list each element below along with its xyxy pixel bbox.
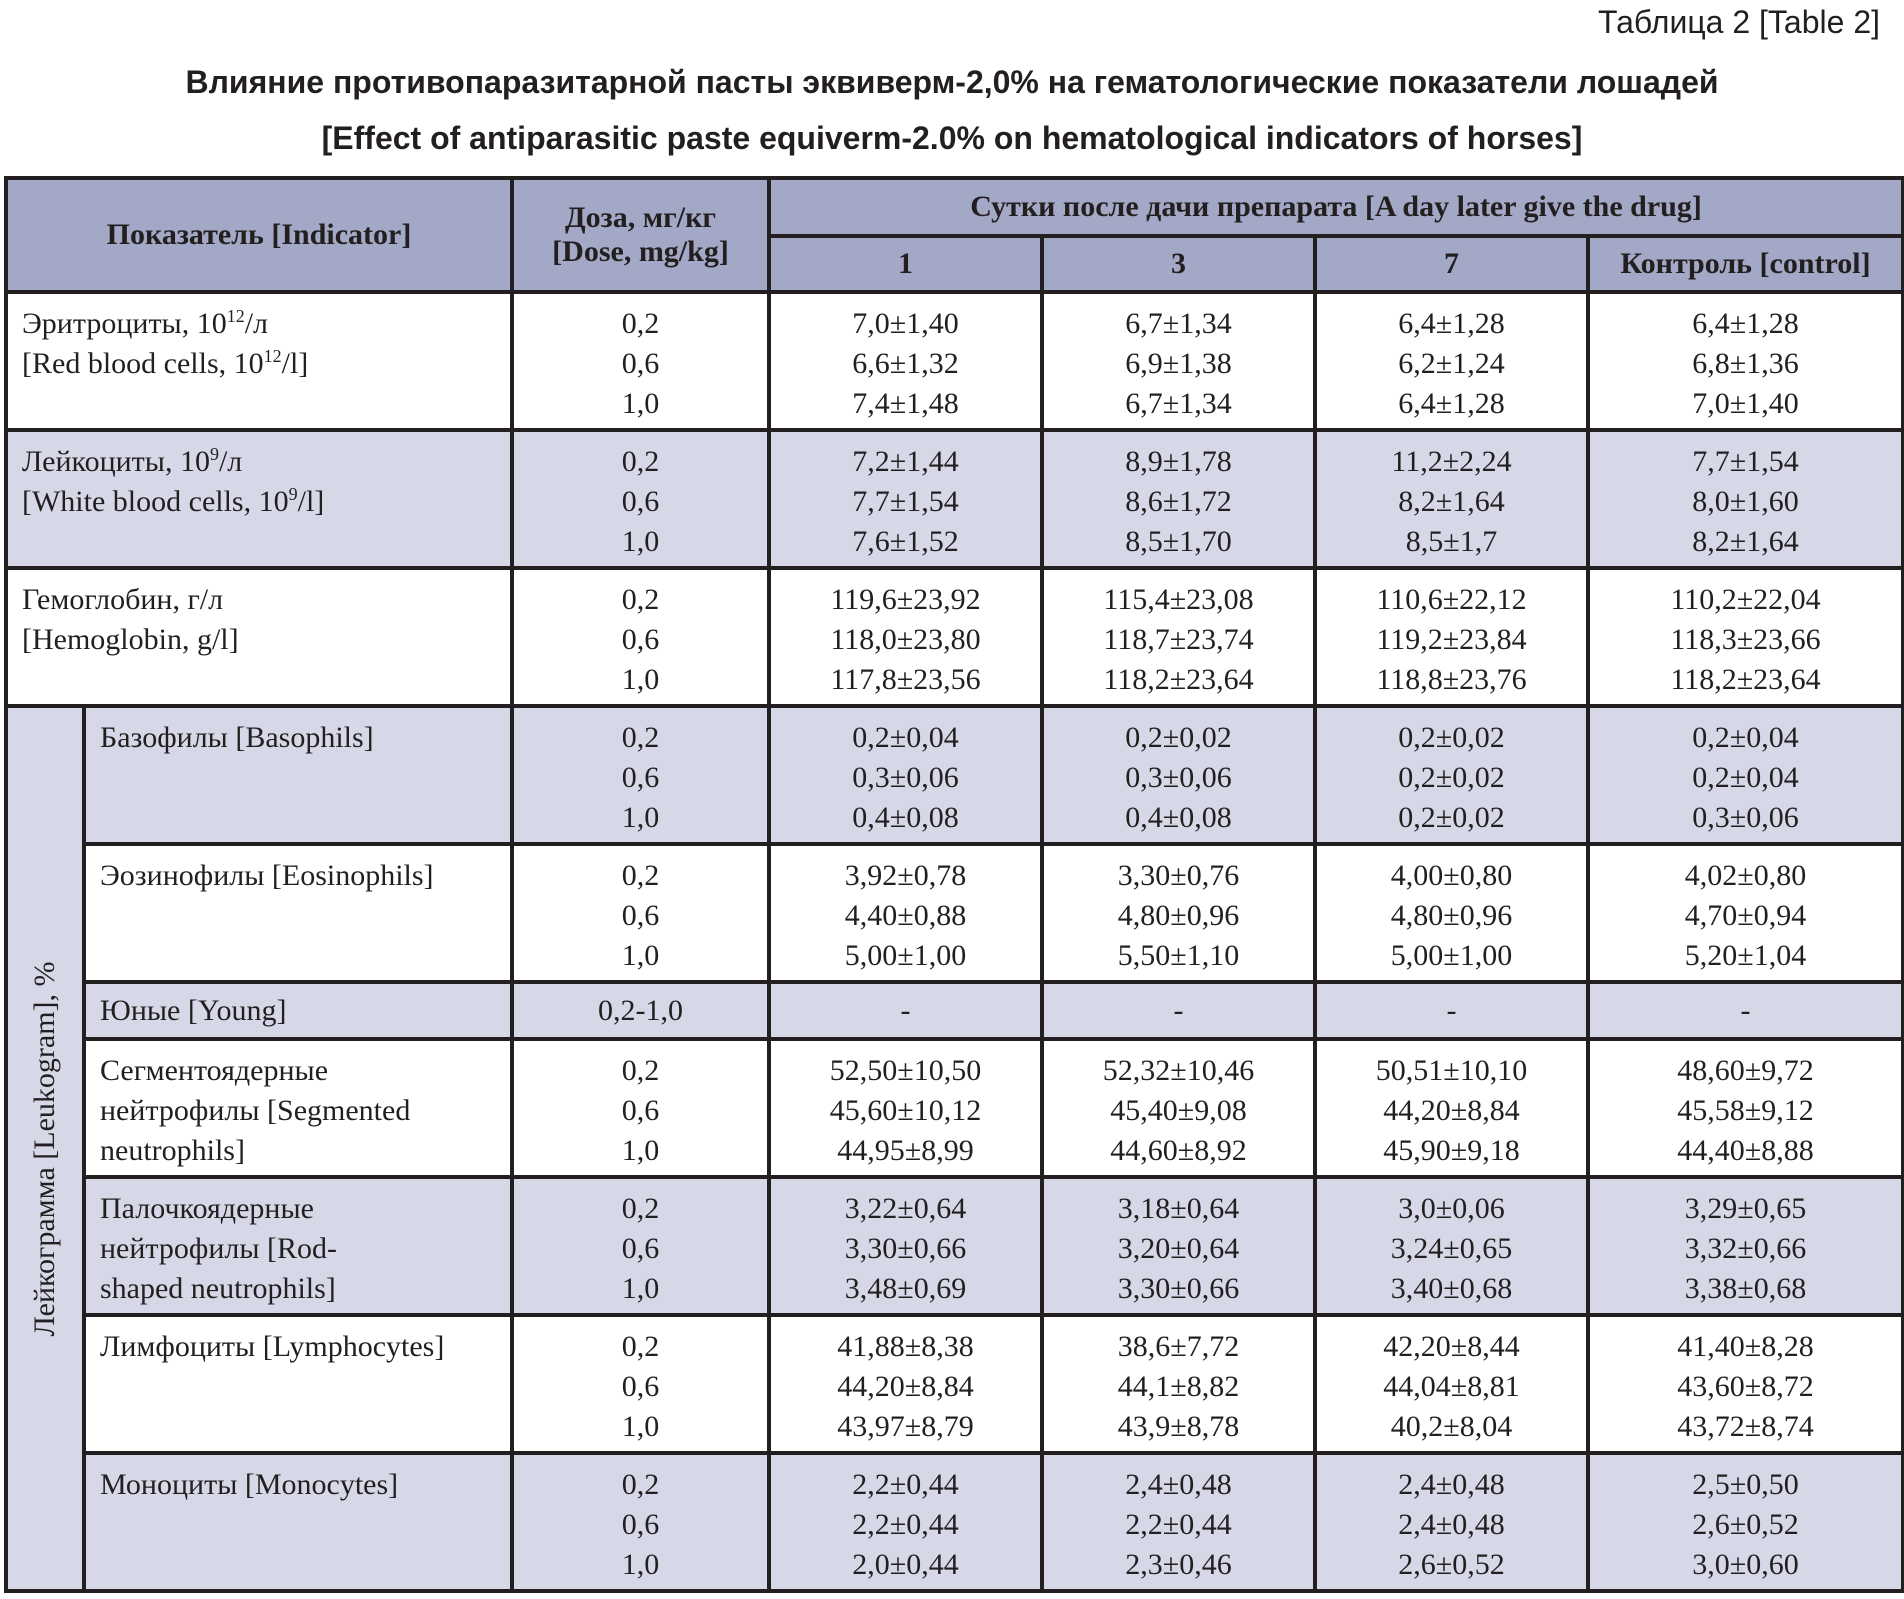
day7-cell: 50,51±10,10 44,20±8,84 45,90±9,18 bbox=[1315, 1039, 1588, 1177]
day3-cell: 2,4±0,48 2,2±0,44 2,3±0,46 bbox=[1042, 1453, 1315, 1591]
day7-cell: 42,20±8,44 44,04±8,81 40,2±8,04 bbox=[1315, 1315, 1588, 1453]
day7-cell: 2,4±0,48 2,4±0,48 2,6±0,52 bbox=[1315, 1453, 1588, 1591]
indicator-cell bbox=[84, 982, 512, 1039]
indicator-cell: Сегментоядерные нейтрофилы [Segmented neutrophils] bbox=[84, 1039, 512, 1177]
dose-cell: 0,2 0,6 1,0 bbox=[512, 844, 769, 982]
header-control: Контроль [control] bbox=[1588, 236, 1903, 292]
day7-cell: 3,0±0,06 3,24±0,65 3,40±0,68 bbox=[1315, 1177, 1588, 1315]
indicator-cell bbox=[6, 568, 512, 706]
header-day-3: 3 bbox=[1042, 236, 1315, 292]
day7-cell: 0,2±0,02 0,2±0,02 0,2±0,02 bbox=[1315, 706, 1588, 844]
dose-cell: 0,2 0,6 1,0 bbox=[512, 292, 769, 430]
caption-russian: Влияние противопаразитарной пасты эквиверм-2,0% на гематологические показатели лошадей bbox=[185, 64, 1719, 100]
leukogram-group-label bbox=[6, 706, 84, 1591]
control-cell: 3,29±0,65 3,32±0,66 3,38±0,68 bbox=[1588, 1177, 1903, 1315]
control-cell: 41,40±8,28 43,60±8,72 43,72±8,74 bbox=[1588, 1315, 1903, 1453]
indicator-cell: Палочкоядерные нейтрофилы [Rod- shaped neutrophils] bbox=[84, 1177, 512, 1315]
day1-cell: 0,2±0,04 0,3±0,06 0,4±0,08 bbox=[769, 706, 1042, 844]
table-row-young bbox=[6, 982, 1903, 1039]
control-cell: 48,60±9,72 45,58±9,12 44,40±8,88 bbox=[1588, 1039, 1903, 1177]
dose-cell: 0,2 0,6 1,0 bbox=[512, 1177, 769, 1315]
dose-cell: 0,2 0,6 1,0 bbox=[512, 706, 769, 844]
day3-cell: 0,2±0,02 0,3±0,06 0,4±0,08 bbox=[1042, 706, 1315, 844]
indicator-cell bbox=[84, 706, 512, 844]
indicator-label-ru: Гемоглобин, г/л bbox=[22, 583, 224, 616]
header-day-1: 1 bbox=[769, 236, 1042, 292]
table-row-basophils bbox=[6, 706, 1903, 844]
control-cell: 110,2±22,04 118,3±23,66 118,2±23,64 bbox=[1588, 568, 1903, 706]
day1-cell: 52,50±10,50 45,60±10,12 44,95±8,99 bbox=[769, 1039, 1042, 1177]
day7-cell: 6,4±1,28 6,2±1,24 6,4±1,28 bbox=[1315, 292, 1588, 430]
dose-cell: 0,2-1,0 bbox=[512, 982, 769, 1039]
table-row-segmented-neutrophils bbox=[6, 1039, 1903, 1177]
header-dose-ru: Доза, мг/кг bbox=[565, 201, 716, 234]
header-days-group: Сутки после дачи препарата [A day later give the drug] bbox=[769, 178, 1903, 236]
header-indicator: Показатель [Indicator] bbox=[6, 178, 512, 292]
control-cell: - bbox=[1588, 982, 1903, 1039]
day7-cell: 11,2±2,24 8,2±1,64 8,5±1,7 bbox=[1315, 430, 1588, 568]
day3-cell: - bbox=[1042, 982, 1315, 1039]
day3-cell: 115,4±23,08 118,7±23,74 118,2±23,64 bbox=[1042, 568, 1315, 706]
control-cell: 2,5±0,50 2,6±0,52 3,0±0,60 bbox=[1588, 1453, 1903, 1591]
day3-cell: 38,6±7,72 44,1±8,82 43,9±8,78 bbox=[1042, 1315, 1315, 1453]
control-cell: 0,2±0,04 0,2±0,04 0,3±0,06 bbox=[1588, 706, 1903, 844]
day7-cell: 110,6±22,12 119,2±23,84 118,8±23,76 bbox=[1315, 568, 1588, 706]
dose-cell: 0,2 0,6 1,0 bbox=[512, 1315, 769, 1453]
indicator-label: Лимфоциты [Lymphocytes] bbox=[100, 1330, 445, 1363]
table-row-hemoglobin bbox=[6, 568, 1903, 706]
day3-cell: 3,30±0,76 4,80±0,96 5,50±1,10 bbox=[1042, 844, 1315, 982]
control-cell: 4,02±0,80 4,70±0,94 5,20±1,04 bbox=[1588, 844, 1903, 982]
control-cell: 7,7±1,54 8,0±1,60 8,2±1,64 bbox=[1588, 430, 1903, 568]
dose-cell: 0,2 0,6 1,0 bbox=[512, 1453, 769, 1591]
control-cell: 6,4±1,28 6,8±1,36 7,0±1,40 bbox=[1588, 292, 1903, 430]
day1-cell: 2,2±0,44 2,2±0,44 2,0±0,44 bbox=[769, 1453, 1042, 1591]
day3-cell: 52,32±10,46 45,40±9,08 44,60±8,92 bbox=[1042, 1039, 1315, 1177]
day7-cell: 4,00±0,80 4,80±0,96 5,00±1,00 bbox=[1315, 844, 1588, 982]
indicator-label: Базофилы [Basophils] bbox=[100, 721, 374, 754]
indicator-label-en: [Hemoglobin, g/l] bbox=[22, 623, 239, 656]
header-dose bbox=[512, 178, 769, 292]
day3-cell: 6,7±1,34 6,9±1,38 6,7±1,34 bbox=[1042, 292, 1315, 430]
indicator-cell bbox=[84, 1453, 512, 1591]
caption-english: [Effect of antiparasitic paste equiverm-2.0% on hematological indicators of horses] bbox=[321, 120, 1583, 156]
day1-cell: - bbox=[769, 982, 1042, 1039]
indicator-cell bbox=[84, 1315, 512, 1453]
table-row-rod-neutrophils bbox=[6, 1177, 1903, 1315]
dose-cell: 0,2 0,6 1,0 bbox=[512, 430, 769, 568]
day1-cell: 3,22±0,64 3,30±0,66 3,48±0,69 bbox=[769, 1177, 1042, 1315]
day1-cell: 3,92±0,78 4,40±0,88 5,00±1,00 bbox=[769, 844, 1042, 982]
hematology-table bbox=[4, 176, 1904, 1593]
dose-cell: 0,2 0,6 1,0 bbox=[512, 568, 769, 706]
day3-cell: 3,18±0,64 3,20±0,64 3,30±0,66 bbox=[1042, 1177, 1315, 1315]
header-day-7: 7 bbox=[1315, 236, 1588, 292]
indicator-label-ru: Эритроциты, $10^{12}/л$ bbox=[22, 306, 269, 340]
day3-cell: 8,9±1,78 8,6±1,72 8,5±1,70 bbox=[1042, 430, 1315, 568]
table-number-label: Таблица 2 [Table 2] bbox=[1597, 4, 1880, 40]
day1-cell: 119,6±23,92 118,0±23,80 117,8±23,56 bbox=[769, 568, 1042, 706]
leukogram-vertical-text: Лейкограмма [Leukogram], % bbox=[28, 960, 61, 1337]
table-row-lymphocytes bbox=[6, 1315, 1903, 1453]
day1-cell: 7,0±1,40 6,6±1,32 7,4±1,48 bbox=[769, 292, 1042, 430]
indicator-label-en: [Red blood cells, $10^{12}/l$] bbox=[22, 346, 309, 380]
table-row-monocytes bbox=[6, 1453, 1903, 1591]
indicator-cell bbox=[6, 430, 512, 568]
day7-cell: - bbox=[1315, 982, 1588, 1039]
dose-cell: 0,2 0,6 1,0 bbox=[512, 1039, 769, 1177]
indicator-label: Юные [Young] bbox=[100, 993, 287, 1027]
table-row-eosinophils bbox=[6, 844, 1903, 982]
day1-cell: 7,2±1,44 7,7±1,54 7,6±1,52 bbox=[769, 430, 1042, 568]
table-row-white-blood-cells bbox=[6, 430, 1903, 568]
indicator-label: Моноциты [Monocytes] bbox=[100, 1468, 399, 1501]
indicator-label: Эозинофилы [Eosinophils] bbox=[100, 859, 434, 892]
table-caption bbox=[0, 54, 1904, 166]
day1-cell: 41,88±8,38 44,20±8,84 43,97±8,79 bbox=[769, 1315, 1042, 1453]
table-row-red-blood-cells bbox=[6, 292, 1903, 430]
indicator-cell bbox=[6, 292, 512, 430]
header-dose-en: [Dose, mg/kg] bbox=[552, 235, 729, 268]
indicator-cell bbox=[84, 844, 512, 982]
indicator-label-en: [White blood cells, $10^9/l$] bbox=[22, 484, 325, 518]
indicator-label-ru: Лейкоциты, $10^9/л$ bbox=[22, 444, 243, 478]
